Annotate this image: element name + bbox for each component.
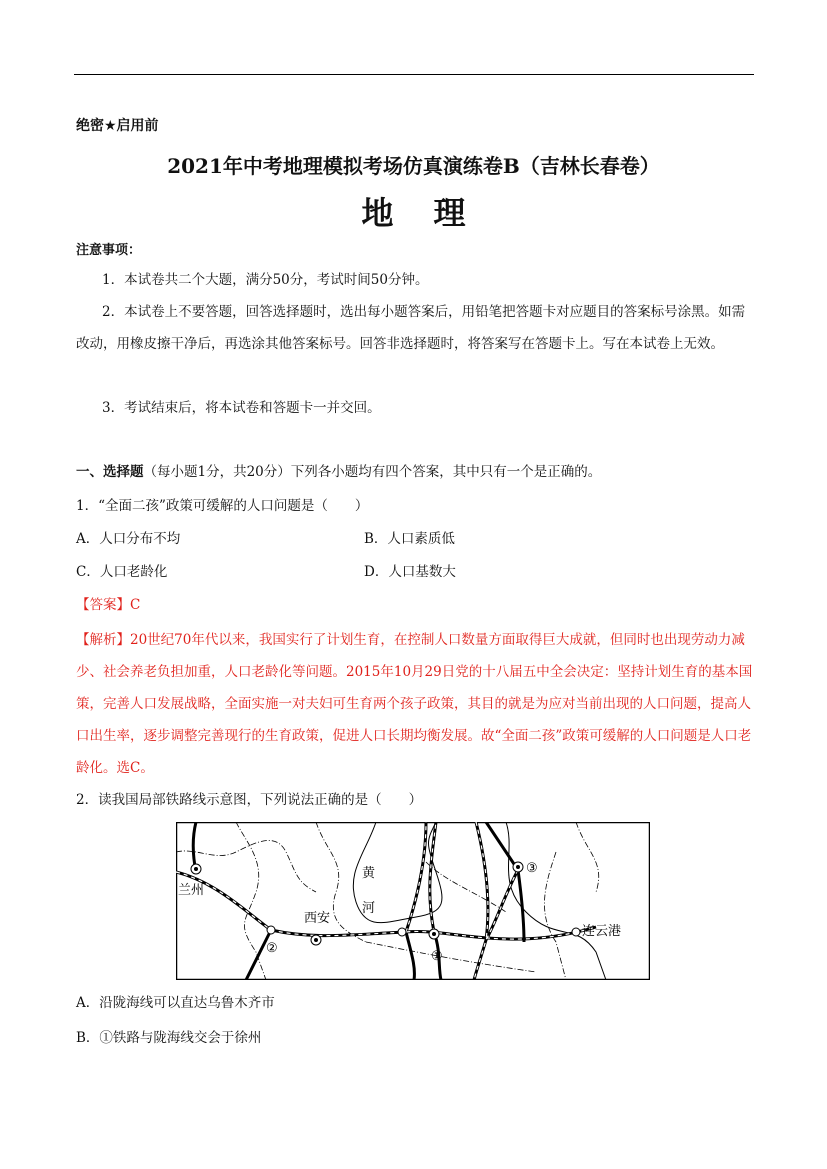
confidential-label: 绝密★启用前 — [76, 118, 159, 134]
label-marker-3: ③ — [526, 861, 538, 876]
label-lanzhou: 兰州 — [178, 883, 205, 898]
notice-item-2: 2．本试卷上不要答题，回答选择题时，选出每小题答案后，用铅笔把答题卡对应题目的答案标号涂黑。如需改动，用橡皮擦干净后，再选涂其他答案标号。回答非选择题时，将答案写在答题卡上。写在本试卷上无效。 — [76, 304, 746, 352]
q1-option-a: A．人口分布不均 — [76, 531, 181, 547]
exam-title: 2021年中考地理模拟考场仿真演练卷B（吉林长春卷） — [167, 154, 660, 178]
notice-item-1: 1．本试卷共二个大题，满分50分，考试时间50分钟。 — [102, 272, 429, 288]
label-marker-2: ② — [266, 941, 278, 956]
header-rule — [74, 74, 754, 75]
q1-option-b: B．人口素质低 — [364, 531, 455, 547]
section-label: 一、选择题 — [76, 464, 144, 480]
q1-stem: 1．“全面二孩”政策可缓解的人口问题是（ ） — [76, 498, 369, 514]
q1-answer: 【答案】C — [76, 597, 141, 613]
label-xian: 西安 — [304, 911, 331, 926]
q1-option-c: C．人口老龄化 — [76, 564, 168, 580]
notice-item-3: 3．考试结束后，将本试卷和答题卡一并交回。 — [102, 400, 381, 416]
label-marker-1: ① — [431, 949, 443, 964]
q1-option-d: D．人口基数大 — [364, 564, 456, 580]
notice-title: 注意事项： — [76, 243, 142, 258]
label-lianyungang: 连云港 — [582, 924, 622, 939]
section-heading — [76, 462, 601, 482]
label-huang: 黄 — [362, 866, 376, 881]
q1-analysis: 【解析】20世纪70年代以来，我国实行了计划生育，在控制人口数量方面取得巨大成就，但同时也出现劳动力减少、社会养老负担加重，人口老龄化等问题。2015年10月29日党的十八届五中全会决定：坚持计划生育的基本国策，完善人口发展战略，全面实施一对夫妇可生育两个孩子政策，其目的就是为应对当前出现的人口问题，提高人口出生率，逐步调整完善现行的生育政策，促进人口长期均衡发展。故“全面二孩”政策可缓解的人口问题是人口老龄化。选C。 — [76, 632, 753, 776]
q2-option-a: A．沿陇海线可以直达乌鲁木齐市 — [76, 995, 275, 1011]
subject-title: 地理 — [361, 194, 506, 232]
section-desc: （每小题1分，共20分）下列各小题均有四个答案，其中只有一个是正确的。 — [143, 464, 602, 480]
railway-map — [176, 822, 650, 980]
q2-stem: 2．读我国局部铁路线示意图，下列说法正确的是（ ） — [76, 792, 423, 808]
label-he: 河 — [362, 901, 376, 916]
q2-option-b: B．①铁路与陇海线交会于徐州 — [76, 1030, 262, 1046]
